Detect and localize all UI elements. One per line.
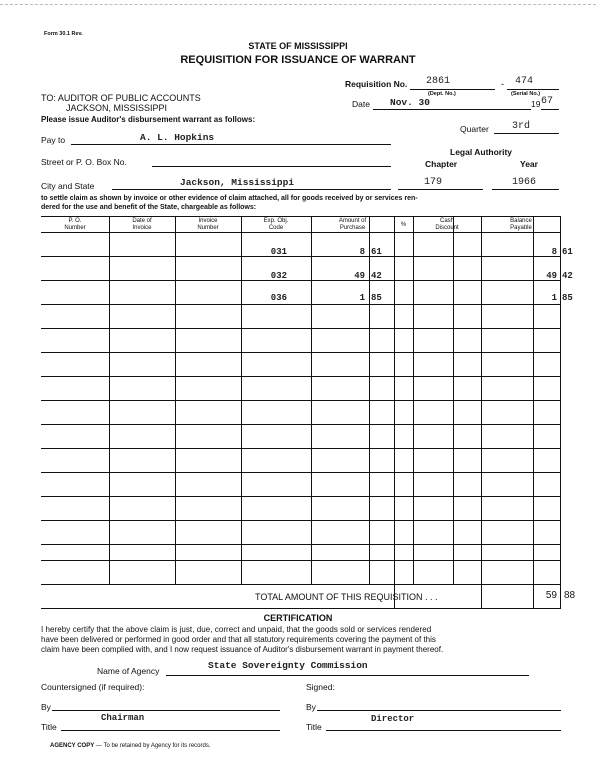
charges-table (41, 216, 576, 608)
chapter-line (398, 189, 483, 190)
row-3-amount-cents: 85 (371, 293, 382, 303)
row-1-balance-cents: 61 (562, 247, 573, 257)
right-by-label: By (306, 702, 316, 712)
left-title-value: Chairman (101, 713, 145, 723)
date-line (373, 109, 531, 110)
row-3-exp-code: 036 (270, 293, 287, 303)
right-title-line (326, 730, 561, 731)
header-amount-of-purchase: Amount of Purchase (338, 218, 367, 231)
row-3-balance-dollars: 1 (551, 293, 557, 303)
state-heading: STATE OF MISSISSIPPI (248, 41, 348, 51)
row-3-amount-dollars: 1 (359, 293, 365, 303)
agency-copy-label: AGENCY COPY (50, 743, 95, 749)
table-bottom-rule (41, 584, 561, 585)
legal-year-label: Year (520, 159, 538, 169)
row-1-balance-dollars: 8 (551, 247, 557, 257)
agency-value: State Sovereignty Commission (208, 660, 368, 671)
row-rule (41, 328, 561, 329)
col-divider (394, 216, 395, 608)
row-rule (41, 304, 561, 305)
row-rule (41, 376, 561, 377)
year-prefix: 19 (531, 99, 541, 109)
quarter-value: 3rd (512, 121, 531, 132)
city-line (112, 189, 391, 190)
signed-label: Signed: (306, 682, 335, 692)
row-3-balance-cents: 85 (562, 293, 573, 303)
instruction-text: Please issue Auditor's disbursement warrant as follows: (41, 115, 256, 124)
row-1-amount-dollars: 8 (359, 247, 365, 257)
serial-no-line (507, 89, 559, 90)
header-exp-obj-code: Exp. Obj. Code (263, 218, 289, 231)
dept-no-caption: (Dept. No.) (428, 91, 456, 97)
left-by-label: By (41, 702, 51, 712)
to-line-2: JACKSON, MISSISSIPPI (66, 103, 168, 113)
table-top-rule (41, 216, 561, 217)
year-value: 67 (541, 96, 554, 107)
row-1-exp-code: 031 (270, 247, 287, 257)
form-number: Form 30.1 Rev. (44, 31, 83, 37)
certification-text-1: I hereby certify that the above claim is just, due, correct and unpaid, that the goods sold or services rendered (41, 625, 432, 634)
header-po-number: P. O. Number (64, 218, 86, 231)
city-value: Jackson, Mississippi (180, 177, 295, 188)
row-rule (41, 496, 561, 497)
agency-line (166, 675, 529, 676)
row-rule (41, 400, 561, 401)
countersigned-label: Countersigned (if required): (41, 682, 145, 692)
row-rule (41, 448, 561, 449)
header-percent: % (400, 222, 407, 228)
header-invoice-number: Invoice Number (197, 218, 219, 231)
dash-separator: - (501, 79, 504, 89)
total-dollars: 59 (545, 590, 557, 601)
row-2-amount-cents: 42 (371, 271, 382, 281)
row-2-balance-dollars: 49 (546, 271, 557, 281)
settle-text-line-1: to settle claim as shown by invoice or other evidence of claim attached, all for goods received by or services ren- (41, 195, 418, 202)
serial-no-value: 474 (515, 76, 534, 87)
pay-to-line (71, 144, 391, 145)
row-rule (41, 544, 561, 545)
pay-to-label: Pay to (41, 135, 66, 145)
dept-no-line (410, 89, 495, 90)
total-label: TOTAL AMOUNT OF THIS REQUISITION . . . (255, 592, 438, 602)
pay-to-value: A. L. Hopkins (140, 132, 215, 143)
settle-text-line-2: dered for the use and benefit of the State, chargeable as follows: (41, 204, 257, 211)
header-date-of-invoice: Date of Invoice (132, 218, 152, 231)
certification-title: CERTIFICATION (263, 613, 333, 623)
row-rule (41, 520, 561, 521)
legal-authority-title: Legal Authority (450, 147, 513, 157)
top-dashed-edge (0, 4, 596, 5)
legal-year-line (492, 189, 559, 190)
total-cents: 88 (564, 590, 576, 601)
row-rule (41, 472, 561, 473)
header-balance-payable: Balance Payable (510, 218, 532, 231)
agency-copy-footer (50, 743, 211, 749)
row-2-balance-cents: 42 (562, 271, 573, 281)
right-by-line (317, 710, 561, 711)
certification-text-2: have been delivered or performed in good order and that all statutory requirements covering the payment of this (41, 635, 436, 644)
left-title-line (61, 730, 280, 731)
row-2-exp-code: 032 (270, 271, 287, 281)
agency-copy-note: — To be retained by Agency for its records. (94, 743, 211, 749)
left-title-label: Title (41, 722, 57, 732)
total-bottom-rule (41, 608, 561, 609)
quarter-line (494, 133, 559, 134)
quarter-label: Quarter (460, 124, 489, 134)
form-title: REQUISITION FOR ISSUANCE OF WARRANT (180, 54, 416, 66)
date-label: Date (352, 99, 370, 109)
agency-label: Name of Agency (97, 666, 160, 676)
dept-no-value: 2861 (426, 76, 451, 87)
chapter-label: Chapter (425, 159, 458, 169)
row-rule (41, 424, 561, 425)
street-line (152, 166, 391, 167)
year-line (541, 109, 559, 110)
certification-text-3: claim have been complied with, and I now request issuance of Auditor's disbursement warrant in payment thereof. (41, 645, 444, 654)
street-label: Street or P. O. Box No. (41, 157, 127, 167)
chapter-value: 179 (424, 177, 443, 188)
row-rule (41, 560, 561, 561)
row-2-amount-dollars: 49 (354, 271, 365, 281)
legal-year-value: 1966 (512, 177, 537, 188)
date-value: Nov. 30 (390, 97, 430, 108)
table-header-rule (41, 232, 561, 233)
right-title-value: Director (371, 714, 415, 724)
row-1-amount-cents: 61 (371, 247, 382, 257)
left-by-line (52, 710, 280, 711)
requisition-label: Requisition No. (345, 79, 408, 89)
serial-no-caption: (Serial No.) (511, 91, 541, 97)
row-rule (41, 352, 561, 353)
to-line-1: TO: AUDITOR OF PUBLIC ACCOUNTS (41, 93, 201, 103)
header-cash-discount: Cash Discount (435, 218, 459, 231)
city-label: City and State (41, 181, 95, 191)
right-title-label: Title (306, 722, 322, 732)
